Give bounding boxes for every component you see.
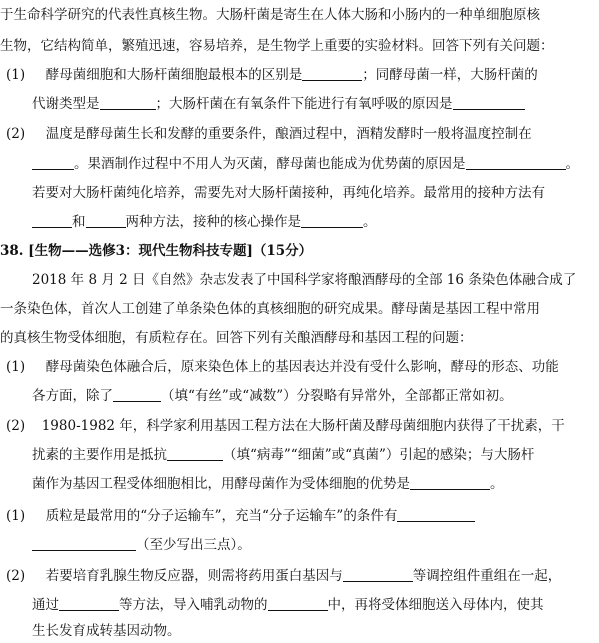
q37-part2-line-3: 若要对大肠杆菌纯化培养，需要先对大肠杆菌接种，再纯化培养。最常用的接种方法有 [32,185,545,201]
q37-intro-line-2: 生物，它结构简单，繁殖迅速，容易培养，是生物学上重要的实验材料。回答下列有关问题： [0,38,554,54]
q38-part2-line-3: 菌作为基因工程受体细胞相比，用酵母菌作为受体细胞的优势是 。 [32,476,504,492]
q37-part1-line-2: 代谢类型是 ；大肠杆菌在有氧条件下能进行有氧呼吸的原因是 [32,93,599,115]
q38-part4-line-1: (2) 若要培育乳腺生物反应器，则需将药用蛋白基因与 等调控组件重组在一起， [6,568,562,584]
answer-blank[interactable] [100,94,156,110]
q38-part4-line-2: 通过 等方法，导入哺乳动物的 中，再将受体细胞送入母体内，使其 [32,597,544,613]
answer-blank[interactable] [268,595,328,611]
q38-part4-line-3: 生长发育成转基因动物。 [32,623,181,639]
q38-intro-line-3: 的真核生物受体细胞，有质粒存在。回答下列有关酿酒酵母和基因工程的问题： [0,330,473,346]
q37-part1-line-1: (1) 酵母菌细胞和大肠杆菌细胞最根本的区别是 ；同酵母菌一样，大肠杆菌的 [6,67,538,83]
answer-blank[interactable] [32,212,72,228]
q37-part2-line-2: 。果酒制作过程中不用人为灭菌，酵母菌也能成为优势菌的原因是 。 [32,153,599,175]
answer-blank[interactable] [59,595,119,611]
q38-part2-line-1: (2) 1980-1982 年，科学家利用基因工程方法在大肠杆菌及酵母菌细胞内获得了干扰素，干 [6,418,565,434]
answer-blank[interactable] [32,154,74,170]
q38-part1-line-2: 各方面，除了 （填“有丝”或“减数”）分裂略有异常外，全部都正常如初。 [32,388,513,404]
answer-blank[interactable] [410,474,490,490]
answer-blank[interactable] [302,65,362,81]
answer-blank[interactable] [453,94,525,110]
q38-part3-line-1: (1) 质粒是最常用的“分子运输车”，充当“分子运输车”的条件有 [6,505,573,527]
q38-part1-line-1: (1) 酵母菌染色体融合后，原来染色体上的基因表达并没有受什么影响，酵母的形态、功能 [6,359,559,375]
answer-blank[interactable] [301,212,363,228]
answer-blank[interactable] [397,506,475,522]
q38-heading: 38. [生物——选修3：现代生物科技专题]（15分） [0,243,313,259]
answer-blank[interactable] [86,212,126,228]
q38-part3-line-2: （至少写出三点）。 [32,534,599,556]
q37-part2-line-4: 和 两种方法，接种的核心操作是 。 [32,211,599,233]
q37-intro-line-1: 于生命科学研究的代表性真核生物。大肠杆菌是寄生在人体大肠和小肠内的一种单细胞原核 [0,7,540,23]
q38-part2-line-2: 扰素的主要作用是抵抗 （填“病毒”“细菌”或“真菌”）引起的感染；与大肠杆 [32,447,535,463]
answer-blank[interactable] [167,445,223,461]
q37-part2-line-1: (2) 温度是酵母菌生长和发酵的重要条件，酿酒过程中，酒精发酵时一般将温度控制在 [6,126,532,142]
answer-blank[interactable] [113,386,161,402]
answer-blank[interactable] [343,566,413,582]
answer-blank[interactable] [466,154,566,170]
q38-intro-line-2: 一条染色体，首次人工创建了单条染色体的真核细胞的研究成果。酵母菌是基因工程中常用 [0,301,540,317]
q38-intro-line-1: 2018 年 8 月 2 日《自然》杂志发表了中国科学家将酿酒酵母的全部 16 条染色体融合成了 [32,272,577,288]
answer-blank[interactable] [32,535,136,551]
